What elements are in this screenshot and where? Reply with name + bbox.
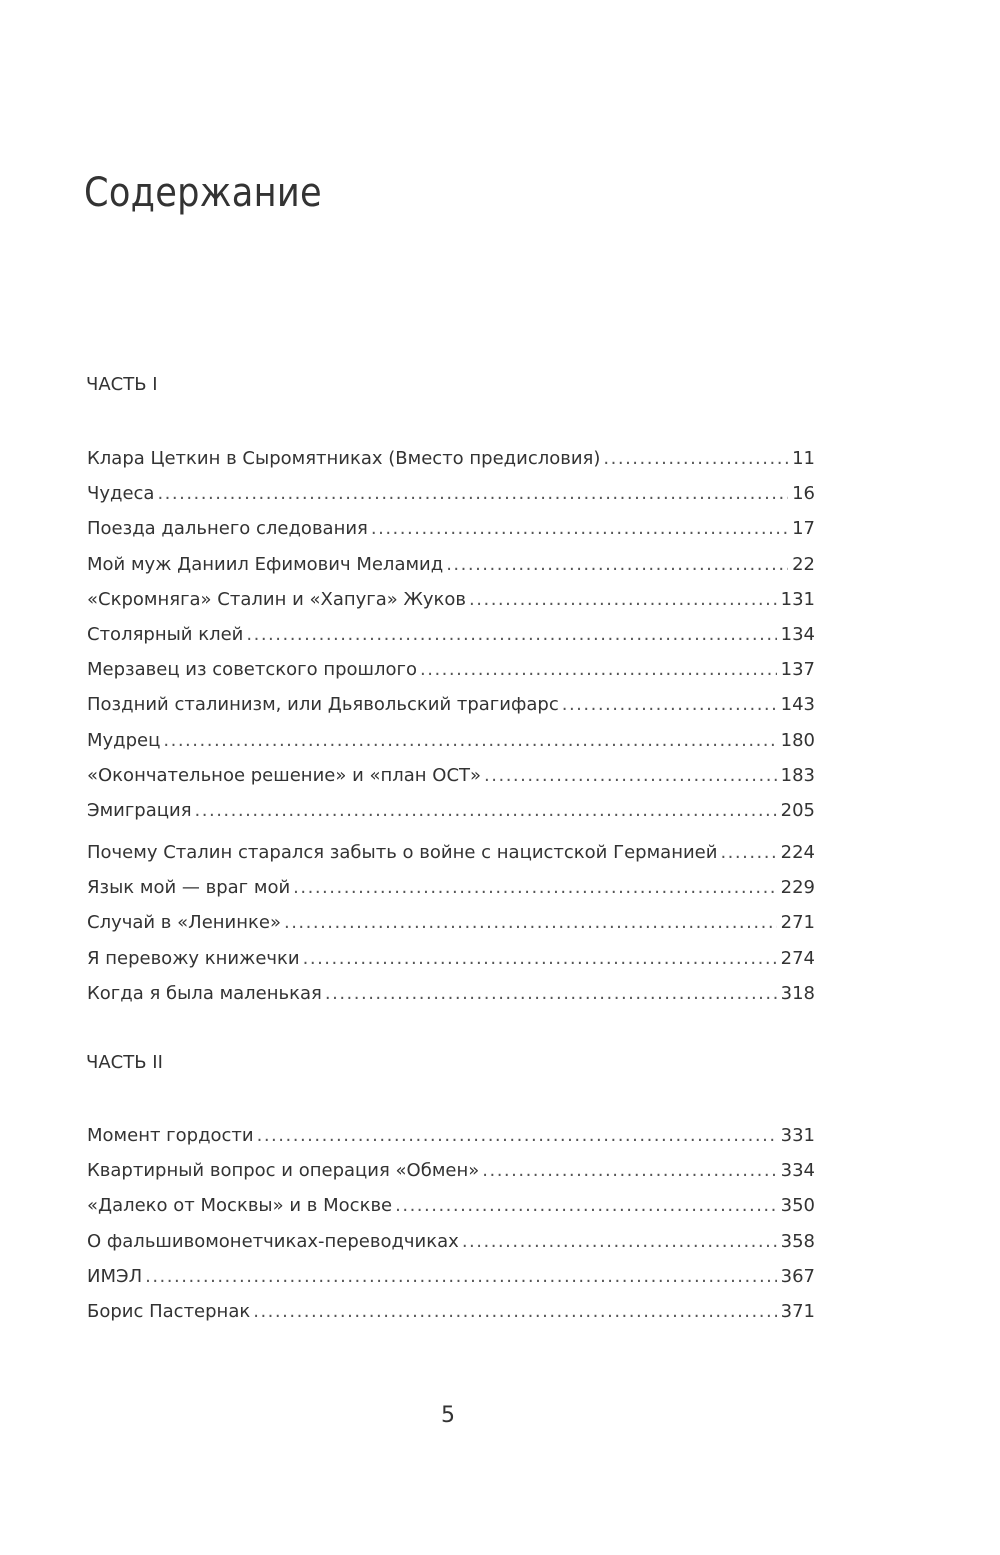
- toc-entry[interactable]: [87, 547, 815, 582]
- toc-dot-leader: [303, 941, 777, 976]
- toc-entry-page: 350: [780, 1195, 815, 1217]
- toc-entry[interactable]: [87, 582, 815, 617]
- toc-dot-leader: [246, 617, 776, 652]
- toc-entry-page: 143: [780, 694, 815, 716]
- page-title: Содержание: [84, 170, 322, 216]
- toc-dot-leader: [257, 1118, 777, 1153]
- toc-entry-title: Почему Сталин старался забыть о войне с нацистской Германией: [87, 842, 718, 864]
- part-heading-1: ЧАСТЬ I: [86, 374, 158, 395]
- toc-entry[interactable]: [87, 758, 815, 793]
- toc-dot-leader: [325, 976, 777, 1011]
- toc-entry-page: 274: [780, 947, 815, 969]
- toc-list-part-1: [87, 441, 815, 1011]
- toc-dot-leader: [293, 870, 776, 905]
- toc-entry[interactable]: [87, 905, 815, 940]
- toc-entry-page: 11: [792, 448, 815, 469]
- toc-dot-leader: [145, 1259, 777, 1294]
- toc-dot-leader: [284, 905, 777, 940]
- toc-entry-title: О фальшивомонетчиках-переводчиках: [87, 1230, 459, 1252]
- toc-dot-leader: [720, 835, 776, 870]
- toc-entry-title: Поезда дальнего следования: [87, 518, 368, 540]
- toc-entry[interactable]: [87, 941, 815, 976]
- toc-entry-title: Поздний сталинизм, или Дьявольский трагифарс: [87, 694, 559, 716]
- toc-entry[interactable]: [87, 835, 815, 870]
- toc-entry-page: 224: [780, 842, 815, 864]
- toc-entry-page: 318: [780, 982, 815, 1004]
- toc-list-part-2: [87, 1118, 815, 1329]
- toc-entry-title: «Скромняга» Сталин и «Хапуга» Жуков: [87, 588, 467, 610]
- toc-entry-page: 229: [780, 877, 815, 899]
- toc-entry-page: 371: [780, 1300, 815, 1322]
- toc-entry-page: 22: [792, 553, 815, 575]
- toc-dot-leader: [446, 547, 788, 582]
- toc-entry[interactable]: [87, 723, 815, 758]
- toc-entry-title: Мудрец: [87, 729, 161, 751]
- toc-entry-title: Я перевожу книжечки: [87, 947, 300, 969]
- toc-dot-leader: [562, 687, 777, 722]
- toc-entry-title: Чудеса: [87, 483, 155, 505]
- toc-entry[interactable]: [87, 976, 815, 1011]
- page-number: 5: [441, 1403, 455, 1428]
- toc-entry-title: Мерзавец из советского прошлого: [87, 659, 417, 681]
- toc-entry[interactable]: [87, 793, 815, 828]
- toc-entry-title: Клара Цеткин в Сыромятниках (Вместо предисловия): [87, 448, 601, 469]
- toc-entry-title: Борис Пастернак: [87, 1300, 251, 1322]
- toc-entry-title: Мой муж Даниил Ефимович Меламид: [87, 553, 444, 575]
- toc-entry-page: 367: [780, 1265, 815, 1287]
- toc-dot-leader: [420, 652, 777, 687]
- toc-entry-title: Квартирный вопрос и операция «Обмен»: [87, 1160, 480, 1182]
- toc-entry-page: 205: [780, 799, 815, 821]
- toc-entry-page: 131: [780, 588, 815, 610]
- toc-entry-page: 17: [792, 518, 815, 540]
- part-heading-2: ЧАСТЬ II: [86, 1052, 163, 1073]
- toc-entry-page: 16: [792, 483, 815, 505]
- toc-dot-leader: [603, 441, 788, 476]
- toc-entry[interactable]: [87, 652, 815, 687]
- toc-entry[interactable]: [87, 617, 815, 652]
- toc-dot-leader: [371, 511, 788, 546]
- toc-entry[interactable]: [87, 1153, 815, 1188]
- toc-dot-leader: [195, 793, 777, 828]
- toc-entry-title: Когда я была маленькая: [87, 982, 322, 1004]
- toc-entry-title: ИМЭЛ: [87, 1265, 143, 1287]
- toc-entry-page: 180: [780, 729, 815, 751]
- toc-entry-page: 183: [780, 764, 815, 786]
- toc-entry-page: 331: [780, 1125, 815, 1146]
- toc-entry-title: «Далеко от Москвы» и в Москве: [87, 1195, 393, 1217]
- toc-dot-leader: [157, 476, 788, 511]
- toc-entry[interactable]: [87, 1118, 815, 1153]
- toc-entry[interactable]: [87, 441, 815, 476]
- toc-entry[interactable]: [87, 511, 815, 546]
- toc-entry-title: Язык мой — враг мой: [87, 877, 291, 899]
- toc-entry-title: Эмиграция: [87, 799, 192, 821]
- toc-entry-page: 358: [780, 1230, 815, 1252]
- toc-entry-page: 334: [780, 1160, 815, 1182]
- toc-entry[interactable]: [87, 870, 815, 905]
- toc-entry[interactable]: [87, 1224, 815, 1259]
- toc-entry-title: Момент гордости: [87, 1125, 254, 1146]
- toc-dot-leader: [395, 1188, 777, 1223]
- toc-entry-title: Случай в «Ленинке»: [87, 912, 281, 934]
- toc-entry[interactable]: [87, 1188, 815, 1223]
- toc-dot-leader: [163, 723, 776, 758]
- toc-dot-leader: [469, 582, 777, 617]
- toc-entry[interactable]: [87, 1294, 815, 1329]
- toc-entry-title: Столярный клей: [87, 623, 244, 645]
- toc-entry-page: 137: [780, 659, 815, 681]
- toc-entry[interactable]: [87, 1259, 815, 1294]
- toc-entry-page: 271: [780, 912, 815, 934]
- toc-entry[interactable]: [87, 687, 815, 722]
- toc-dot-leader: [482, 1153, 776, 1188]
- toc-dot-leader: [253, 1294, 776, 1329]
- toc-entry-page: 134: [780, 623, 815, 645]
- toc-dot-leader: [484, 758, 777, 793]
- toc-dot-leader: [462, 1224, 777, 1259]
- toc-entry[interactable]: [87, 476, 815, 511]
- toc-entry-title: «Окончательное решение» и «план ОСТ»: [87, 764, 482, 786]
